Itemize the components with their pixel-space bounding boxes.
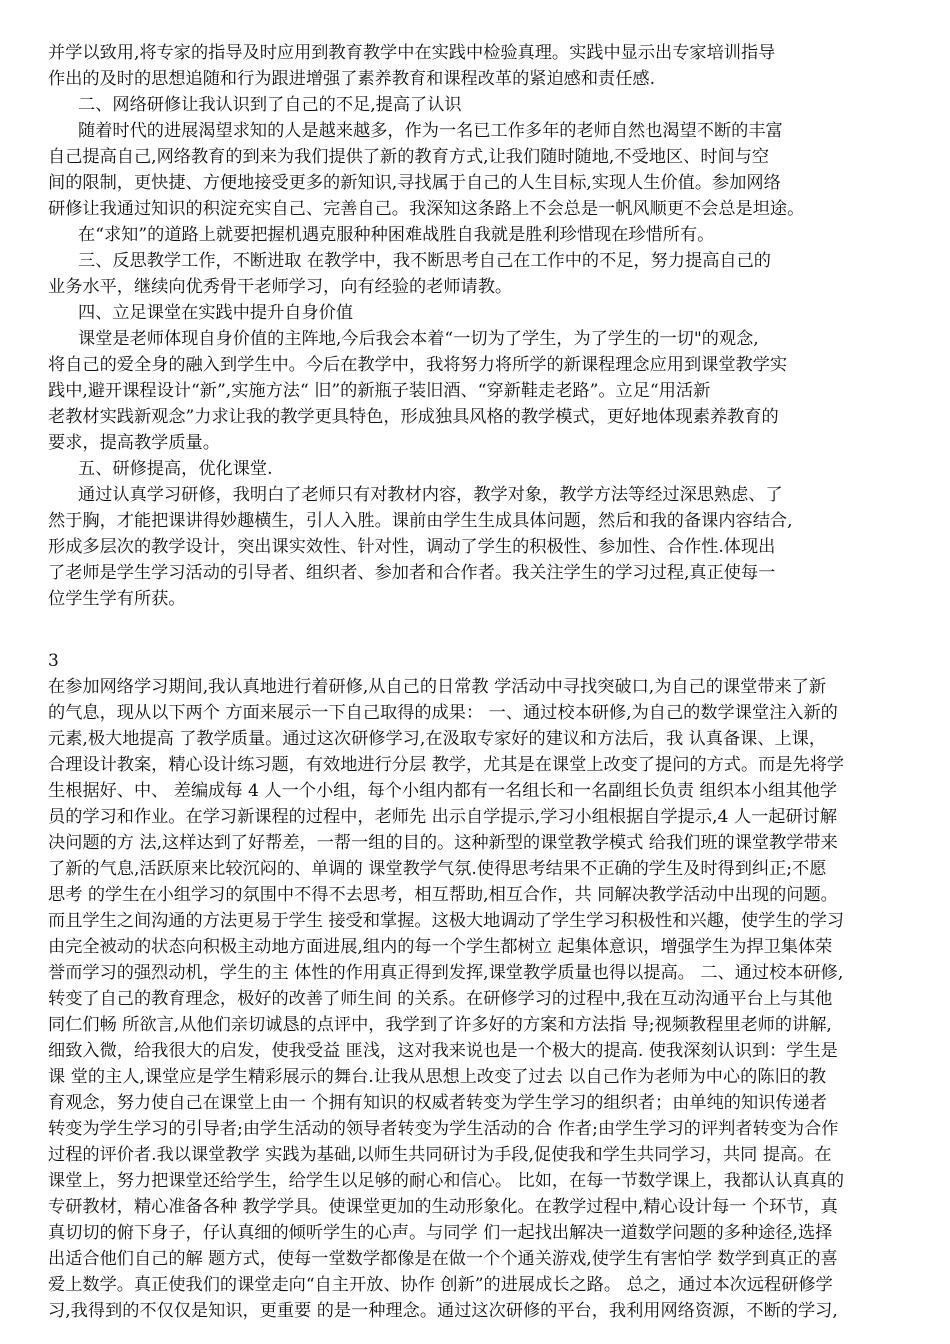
paragraph-line: 细致入微，给我很大的启发，使我受益 匪浅，这对我来说也是一个极大的提高. 使我深刻认识到：学生是 bbox=[48, 1041, 838, 1061]
paragraph-line: 合理设计教案，精心设计练习题，有效地进行分层 教学，尤其是在课堂上改变了提问的方式。而是先将学 bbox=[48, 755, 845, 775]
paragraph-line: 习,我得到的不仅仅是知识，更重要 的是一种理念。通过这次研修的平台，我利用网络资源，不断的学习, bbox=[48, 1301, 838, 1321]
paragraph-line: 在“求知”的道路上就要把握机遇克服种种困难战胜自我就是胜利珍惜现在珍惜所有。 bbox=[78, 225, 715, 245]
paragraph-line: 在参加网络学习期间,我认真地进行着研修,从自己的日常教 学活动中寻找突破口,为自己的课堂带来了新 bbox=[48, 677, 827, 697]
paragraph-line: 形成多层次的教学设计，突出课实效性、针对性，调动了学生的积极性、参加性、合作性.体现出 bbox=[48, 537, 776, 557]
paragraph-line: 爱上数学。真正使我们的课堂走向“自主开放、协作 创新”的进展成长之路。 总之，通过本次远程研修学 bbox=[48, 1275, 833, 1295]
paragraph-line: 同仁们畅 所欲言,从他们亲切诚恳的点评中，我学到了许多好的方案和方法指 导;视频教程里老师的讲解, bbox=[48, 1015, 832, 1035]
paragraph-line: 位学生学有所获。 bbox=[48, 589, 186, 609]
paragraph-line: 随着时代的进展渴望求知的人是越来越多，作为一名已工作多年的老师自然也渴望不断的丰富 bbox=[78, 121, 783, 141]
paragraph-line: 的气息，现从以下两个 方面来展示一下自己取得的成果： 一、通过校本研修,为自己的数学课堂注入新的 bbox=[48, 703, 838, 723]
paragraph-line: 课堂是老师体现自身价值的主阵地,今后我会本着“一切为了学生，为了学生的一切"的观念, bbox=[78, 329, 759, 349]
paragraph-line: 誉而学习的强烈动机，学生的主 体性的作用真正得到发挥,课堂教学质量也得以提高。 二、通过校本研修, bbox=[48, 963, 844, 983]
paragraph-line: 了新的气息,活跃原来比较沉闷的、单调的 课堂教学气氛.使得思考结果不正确的学生及时得到纠正;不愿 bbox=[48, 859, 827, 879]
section-heading: 三、反思教学工作，不断进取 在教学中，我不断思考自己在工作中的不足，努力提高自己的 bbox=[78, 251, 771, 271]
paragraph-line: 过程的评价者.我以课堂教学 实践为基础,以师生共同研讨为手段,促使我和学生共同学习，共同 提高。在 bbox=[48, 1145, 832, 1165]
paragraph-line: 而且学生之间沟通的方法更易于学生 接受和掌握。这极大地调动了学生学习积极性和兴趣，使学生的学习 bbox=[48, 911, 845, 931]
paragraph-line: 通过认真学习研修，我明白了老师只有对教材内容，教学对象，教学方法等经过深思熟虑、了 bbox=[78, 485, 783, 505]
paragraph-line: 然于胸，才能把课讲得妙趣横生，引人入胜。课前由学生生成具体问题，然后和我的备课内容结合, bbox=[48, 511, 793, 531]
paragraph-line: 思考 的学生在小组学习的氛围中不得不去思考，相互帮助,相互合作，共 同解决教学活动中出现的问题。 bbox=[48, 885, 838, 905]
section-number: 3 bbox=[48, 651, 59, 671]
paragraph-line: 作出的及时的思想追随和行为跟进增强了素养教育和课程改革的紧迫感和责任感. bbox=[48, 69, 656, 89]
paragraph-line: 自己提高自己,网络教育的到来为我们提供了新的教育方式,让我们随时随地,不受地区、时间与空 bbox=[48, 147, 770, 167]
paragraph-line: 出适合他们自己的解 题方式，使每一堂数学都像是在做一个个通关游戏,使学生有害怕学 数学到真正的喜 bbox=[48, 1249, 838, 1269]
paragraph-line: 转变了自己的教育理念，极好的改善了师生间 的关系。在研修学习的过程中,我在互动沟通平台上与其他 bbox=[48, 989, 833, 1009]
paragraph-line: 专研教材，精心准备各种 教学学具。使课堂更加的生动形象化。在教学过程中,精心设计每一 个环节，真 bbox=[48, 1197, 838, 1217]
paragraph-line: 业务水平，继续向优秀骨干老师学习，向有经验的老师请教。 bbox=[48, 277, 513, 297]
paragraph-line: 生根据好、中、 差编成每 4 人一个小组，每个小组内都有一名组长和一名副组长负责 组织本小组其他学 bbox=[48, 781, 838, 801]
paragraph-line: 间的限制，更快捷、方便地接受更多的新知识,寻找属于自己的人生目标,实现人生价值。参加网络 bbox=[48, 173, 781, 193]
paragraph-line: 员的学习和作业。在学习新课程的过程中，老师先 出示自学提示,学习小组根据自学提示,4 人一起研讨解 bbox=[48, 807, 838, 827]
paragraph-line: 课 堂的主人,课堂应是学生精彩展示的舞台.让我从思想上改变了过去 以自己作为老师为中心的陈旧的教 bbox=[48, 1067, 827, 1087]
paragraph-line: 真切切的俯下身子，仔认真细的倾听学生的心声。与同学 们一起找出解决一道数学问题的多种途径,选择 bbox=[48, 1223, 833, 1243]
paragraph-line: 转变为学生学习的引导者;由学生活动的领导者转变为学生活动的合 作者;由学生学习的评判者转变为合作 bbox=[48, 1119, 839, 1139]
paragraph-line: 课堂上，努力把课堂还给学生，给学生以足够的耐心和信心。 比如，在每一节数学课上，我都认认真真的 bbox=[48, 1171, 845, 1191]
paragraph-line: 育观念，努力使自己在课堂上由一 个拥有知识的权威者转变为学生学习的组织者；由单纯的知识传递者 bbox=[48, 1093, 827, 1113]
paragraph-line: 由完全被动的状态向积极主动地方面进展,组内的每一个学生都树立 起集体意识，增强学生为捍卫集体荣 bbox=[48, 937, 833, 957]
paragraph-line: 了老师是学生学习活动的引导者、组织者、参加者和合作者。我关注学生的学习过程,真正使每一 bbox=[48, 563, 776, 583]
paragraph-line: 元素,极大地提高 了教学质量。通过这次研修学习,在汲取专家好的建议和方法后，我 认真备课、上课， bbox=[48, 729, 827, 749]
section-heading: 四、立足课堂在实践中提升自身价值 bbox=[78, 303, 354, 323]
paragraph-line: 践中,避开课程设计“新”,实施方法“ 旧”的新瓶子装旧酒、“穿新鞋走老路”。立足“用活新 bbox=[48, 381, 711, 401]
section-heading: 二、网络研修让我认识到了自己的不足,提高了认识 bbox=[78, 95, 462, 115]
paragraph-line: 决问题的方 法,这样达到了好帮差，一帮一组的目的。这种新型的课堂教学模式 给我们班的课堂教学带来 bbox=[48, 833, 838, 853]
paragraph-line: 并学以致用,将专家的指导及时应用到教育教学中在实践中检验真理。实践中显示出专家培训指导 bbox=[48, 43, 776, 63]
section-heading: 五、研修提高，优化课堂. bbox=[78, 459, 273, 479]
paragraph-line: 要求，提高教学质量。 bbox=[48, 433, 220, 453]
paragraph-line: 老教材实践新观念”力求让我的教学更具特色，形成独具风格的教学模式，更好地体现素养教育的 bbox=[48, 407, 779, 427]
paragraph-line: 研修让我通过知识的积淀充实自己、完善自己。我深知这条路上不会总是一帆风顺更不会总是坦途。 bbox=[48, 199, 805, 219]
paragraph-line: 将自己的爱全身的融入到学生中。今后在教学中，我将努力将所学的新课程理念应用到课堂教学实 bbox=[48, 355, 788, 375]
